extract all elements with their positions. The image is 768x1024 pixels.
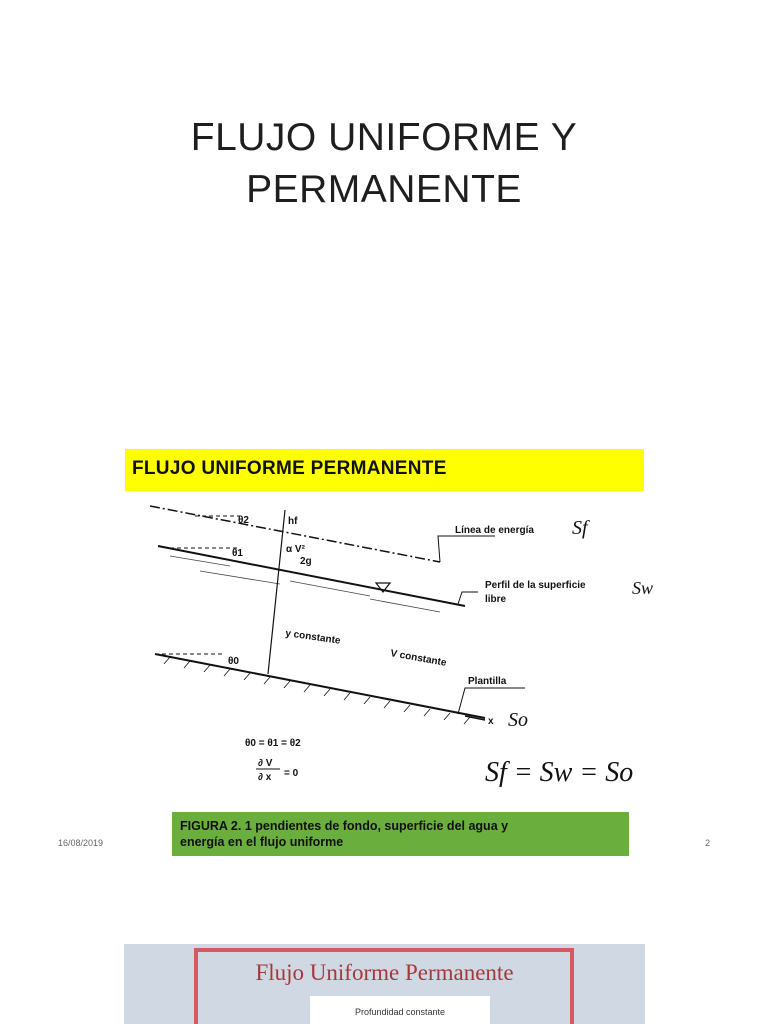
- flow-diagram-svg: [140, 496, 660, 796]
- theta1-label: θ1: [232, 548, 243, 559]
- main-equation: Sf = Sw = So: [485, 757, 634, 788]
- next-slide-preview: [124, 944, 645, 1024]
- so-symbol: So: [508, 709, 528, 731]
- bed-hatching: [164, 657, 470, 724]
- next-slide-title: Flujo Uniforme Permanente: [255, 960, 514, 985]
- water-hatch-3: [290, 581, 370, 596]
- water-hatch-2: [200, 571, 280, 584]
- plantilla-label: Plantilla: [468, 676, 507, 687]
- y-constant-label: y constante: [284, 628, 342, 647]
- energy-line-label: Línea de energía: [455, 525, 534, 536]
- figure-banner: FLUJO UNIFORME PERMANENTE: [125, 449, 644, 491]
- derivative-numerator: ∂ V: [258, 758, 273, 769]
- hf-label: hf: [288, 516, 298, 527]
- next-slide-box: Profundidad constante: [310, 996, 490, 1024]
- surface-profile-label-2: libre: [485, 594, 507, 605]
- figure-caption-line1: FIGURA 2. 1 pendientes de fondo, superficie del agua y: [180, 819, 509, 833]
- energy-leader: [438, 536, 495, 562]
- v-constant-label: V constante: [389, 648, 448, 669]
- theta-equality: θ0 = θ1 = θ2: [245, 738, 301, 749]
- derivative-denominator: ∂ x: [258, 772, 272, 783]
- water-surface-line: [158, 546, 465, 606]
- surface-profile-label-1: Perfil de la superficie: [485, 580, 586, 591]
- sw-symbol: Sw: [632, 578, 654, 598]
- section-line: [268, 510, 285, 674]
- figure-caption: [172, 812, 629, 856]
- sf-symbol: Sf: [572, 517, 588, 539]
- x-axis-label: x: [488, 716, 494, 727]
- figure-caption-line2: energía en el flujo uniforme: [180, 835, 344, 849]
- slide-title-line2: PERMANENTE: [246, 168, 522, 211]
- slide-title-line1: FLUJO UNIFORME Y: [190, 116, 578, 159]
- derivative-rhs: = 0: [284, 768, 299, 779]
- two-g-label: 2g: [300, 556, 312, 567]
- alpha-v-label: α V²: [286, 544, 305, 555]
- surface-leader: [458, 592, 478, 604]
- slide-page-number: 2: [705, 838, 711, 848]
- slide-date: 16/08/2019: [58, 838, 104, 848]
- flow-diagram: [140, 496, 660, 796]
- theta2-label: θ2: [238, 515, 249, 526]
- slide-title: [0, 112, 768, 216]
- theta0-label: θ0: [228, 656, 239, 667]
- water-hatch-4: [370, 599, 440, 612]
